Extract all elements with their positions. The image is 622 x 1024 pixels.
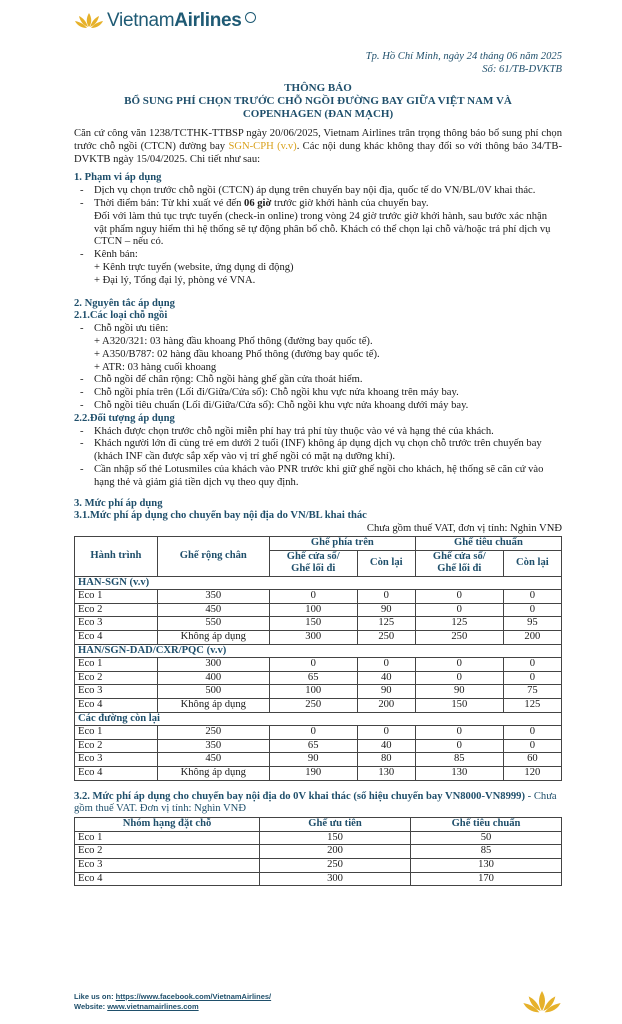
- table-row: Eco 3 500 100 90 90 75: [75, 685, 562, 699]
- section-3-1-heading: 3.1.Mức phí áp dụng cho chuyến bay nội địa do VN/BL khai thác: [74, 510, 367, 522]
- table-row: Eco 1 150 50: [75, 831, 562, 845]
- table-row: Eco 3 450 90 80 85 60: [75, 753, 562, 767]
- vietnam-airlines-logo: VietnamAirlines: [74, 10, 256, 32]
- document-number: Số: 61/TB-DVKTB: [482, 64, 562, 75]
- col-std-rest: Còn lại: [503, 550, 561, 576]
- document-title: THÔNG BÁO BỔ SUNG PHÍ CHỌN TRƯỚC CHỖ NGỒI ĐƯỜNG BAY GIỮA VIỆT NAM VÀ COPENHAGEN (ĐAN MẠCH): [124, 82, 512, 120]
- website-link[interactable]: www.vietnamairlines.com: [107, 1002, 199, 1011]
- list-item: - Kênh bán:: [74, 249, 562, 262]
- col-std: Ghế tiêu chuẩn: [415, 536, 561, 550]
- list-item: + A350/B787: 02 hàng đầu khoang Phổ thông (đường bay quốc tế).: [94, 348, 380, 360]
- table-group-row: HAN/SGN-DAD/CXR/PQC (v.v): [75, 644, 562, 658]
- list-item: + A320/321: 03 hàng đầu khoang Phổ thông (đường bay quốc tế).: [94, 335, 373, 347]
- unit-note: Chưa gồm thuế VAT, đơn vị tính: Nghìn VNĐ: [366, 523, 562, 535]
- list-item: - Chỗ ngồi phía trên (Lối đi/Giữa/Cửa sổ): Chỗ ngồi khu vực nửa khoang trên máy bay.: [74, 387, 562, 400]
- list-item: - Chỗ ngồi ưu tiên:: [74, 323, 562, 336]
- col-upper-win: Ghế cửa sổ/ Ghế lối đi: [269, 550, 357, 576]
- table-row: Eco 1 250 0 0 0 0: [75, 726, 562, 740]
- col-std-win: Ghế cửa sổ/ Ghế lối đi: [415, 550, 503, 576]
- section-3-heading: 3. Mức phí áp dụng: [74, 497, 163, 509]
- list-item: - Chỗ ngồi tiêu chuẩn (Lối đi/Giữa/Cửa sổ): Chỗ ngồi khu vực nửa khoang dưới máy bay.: [74, 400, 562, 413]
- table-row: Eco 1 350 0 0 0 0: [75, 590, 562, 604]
- page-footer: Like us on: https://www.facebook.com/VietnamAirlines/ Website: www.vietnamairlines.com: [74, 992, 272, 1011]
- table-group-row: HAN-SGN (v.v): [75, 576, 562, 590]
- section-3-2-heading: 3.2. Mức phí áp dụng cho chuyến bay nội địa do 0V khai thác (số hiệu chuyến bay VN8000-VN8999) - Chưa gồm thuế VAT. Đơn vị tính: Nghìn VNĐ: [74, 790, 557, 815]
- list-item: + Kênh trực tuyến (website, ứng dụng di động): [94, 261, 294, 273]
- section-2-heading: 2. Nguyên tắc áp dụng: [74, 297, 175, 309]
- table-row: Eco 2 450 100 90 0 0: [75, 603, 562, 617]
- page-header: [0, 0, 622, 44]
- facebook-link[interactable]: https://www.facebook.com/VietnamAirlines/: [115, 992, 272, 1001]
- list-item: + ATR: 03 hàng cuối khoang: [94, 361, 217, 373]
- lotus-icon: [74, 11, 104, 31]
- col-upper-rest: Còn lại: [357, 550, 415, 576]
- fee-table-0v: Nhóm hạng đặt chỗ Ghế ưu tiên Ghế tiêu chuẩn Eco 1 150 50 Eco 2 200 85 Eco 3 250 130 Eco 4 300 170: [74, 817, 562, 886]
- table-group-row: Các đường còn lại: [75, 712, 562, 726]
- list-item: - Thời điểm bán: Từ khi xuất vé đến 06 giờ trước giờ khởi hành của chuyến bay. Đối với làm thủ tục trực tuyến (check-in online) trong vòng 24 giờ trước giờ khởi hành, sau bước xác nhận vật phẩm nguy hiểm thì hệ thống sẽ tự động phân bổ chỗ. Khách có thể chọn lại chỗ và/hoặc trả phí dịch vụ CTCN – nếu có.: [74, 198, 562, 249]
- section-1-heading: 1. Phạm vi áp dụng: [74, 172, 162, 184]
- skyteam-icon: [245, 12, 256, 23]
- footer-lotus-icon: [522, 988, 562, 1023]
- table-row: Eco 4 Không áp dụng 190 130 130 120: [75, 767, 562, 781]
- col-wide: Ghế rộng chân: [157, 536, 269, 576]
- table-row: Eco 2 400 65 40 0 0: [75, 671, 562, 685]
- table-row: Eco 2 200 85: [75, 845, 562, 859]
- section-2-2-heading: 2.2.Đối tượng áp dụng: [74, 412, 175, 424]
- table-row: Eco 2 350 65 40 0 0: [75, 739, 562, 753]
- place-date: Tp. Hồ Chí Minh, ngày 24 tháng 06 năm 2025: [365, 51, 562, 62]
- table-row: Eco 4 Không áp dụng 250 200 150 125: [75, 699, 562, 713]
- table-row: Eco 3 550 150 125 125 95: [75, 617, 562, 631]
- list-item: - Chỗ ngồi để chân rộng: Chỗ ngồi hàng ghế gần cửa thoát hiểm.: [74, 374, 562, 387]
- list-item: - Cần nhập số thẻ Lotusmiles của khách vào PNR trước khi giữ ghế ngồi cho khách, hệ thống sẽ căn cứ vào hạng thẻ và giảm giá tiền dịch vụ theo quy định.: [74, 464, 562, 490]
- list-item: - Khách được chọn trước chỗ ngồi miễn phí hay trả phí tùy thuộc vào vé và hạng thẻ của khách.: [74, 426, 562, 439]
- document-body: [74, 82, 562, 886]
- intro-paragraph: Căn cứ công văn 1238/TCTHK-TTBSP ngày 20/06/2025, Vietnam Airlines trân trọng thông báo bổ sung phí chọn trước chỗ ngồi (CTCN) đường bay SGN-CPH (v.v). Các nội dung khác không thay đổi so với thông báo 34/TB-DVKTB ngày 15/04/2025. Chi tiết như sau:: [74, 128, 562, 165]
- list-item: + Đại lý, Tổng đại lý, phòng vé VNA.: [94, 274, 256, 286]
- col-route: Hành trình: [75, 536, 158, 576]
- table-row: Eco 4 Không áp dụng 300 250 250 200: [75, 631, 562, 645]
- list-item: - Dịch vụ chọn trước chỗ ngồi (CTCN) áp dụng trên chuyến bay nội địa, quốc tế do VN/BL/0V khai thác.: [74, 185, 562, 198]
- section-2-1-heading: 2.1.Các loại chỗ ngồi: [74, 310, 168, 322]
- fee-table-vn-bl: [74, 536, 562, 781]
- table-row: Eco 1 300 0 0 0 0: [75, 658, 562, 672]
- table-row: Eco 4 300 170: [75, 872, 562, 886]
- document-meta: [366, 50, 562, 76]
- list-item: - Khách người lớn đi cùng trẻ em dưới 2 tuổi (INF) không áp dụng dịch vụ chọn chỗ trước trên chuyến bay (khách INF cần được sắp xếp vào vị trí ghế ngồi có mặt nạ dưỡng khí).: [74, 438, 562, 464]
- table-row: Eco 3 250 130: [75, 858, 562, 872]
- col-upper: Ghế phía trên: [269, 536, 415, 550]
